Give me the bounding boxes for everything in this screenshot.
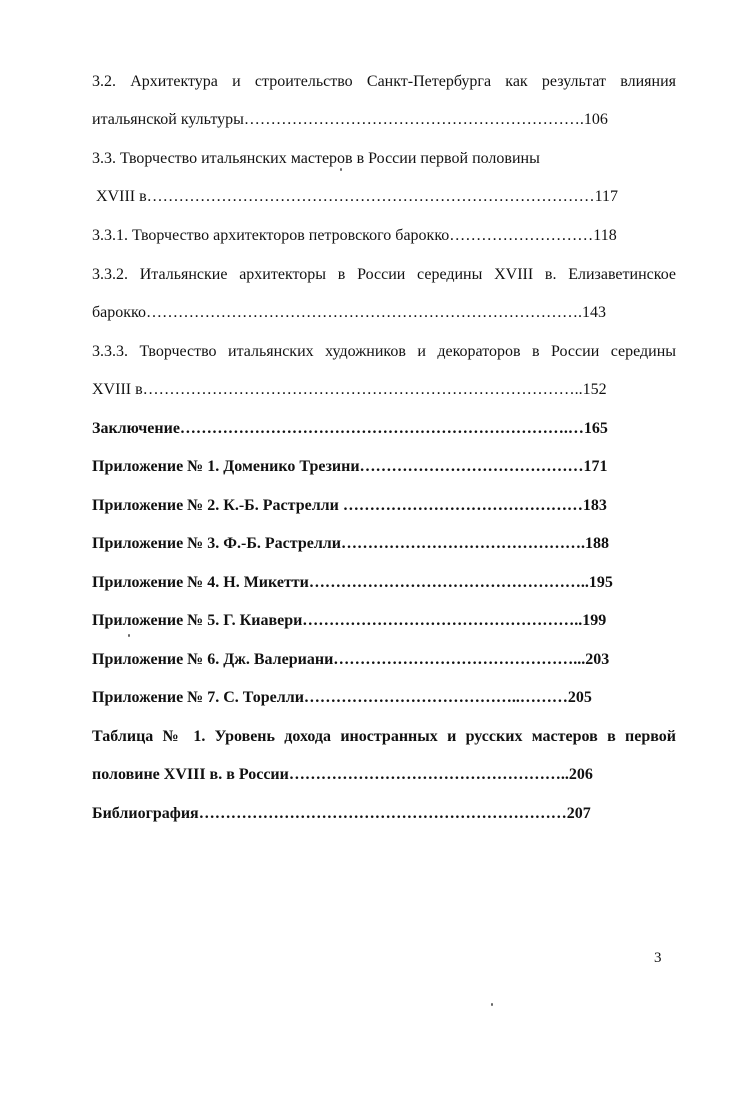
toc-line-table-1: Таблица № 1. Уровень дохода иностранных и русских мастеров в первой [92,728,676,745]
toc-line-section-3-2-cont: итальянской культуры……………………………………………………….106 [92,111,608,128]
toc-line-section-3-3-2: 3.3.2. Итальянские архитекторы в России середины XVIII в. Елизаветинское [92,266,676,283]
toc-line-appendix-3: Приложение № 3. Ф.-Б. Растрелли……………………………………….188 [92,535,609,552]
toc-line-appendix-6: Приложение № 6. Дж. Валериани………………………………………...203 [92,651,610,668]
toc-line-appendix-5: Приложение № 5. Г. Киавери……………………………………………..199 [92,612,607,629]
scan-speck [491,1003,493,1006]
toc-line-appendix-7: Приложение № 7. С. Торелли…………………………………..………205 [92,689,592,706]
toc-line-section-3-2: 3.2. Архитектура и строительство Санкт-Петербурга как результат влияния [92,73,676,90]
scan-speck [128,634,130,637]
page-number: 3 [654,950,662,966]
toc-line-section-3-3-cont: XVIII в…………………………………………………………………………117 [92,188,619,205]
toc-line-section-3-3-3-cont: XVIII в………………………………………………………………………..152 [92,381,607,398]
scan-speck [340,168,342,171]
toc-line-table-1-cont: половине XVIII в. в России……………………………………………..206 [92,766,593,783]
toc-line-section-3-3-2-cont: барокко……………………………………………………………………….143 [92,304,606,321]
toc-line-section-3-3-1: 3.3.1. Творчество архитекторов петровского барокко………………………118 [92,227,617,244]
toc-line-appendix-4: Приложение № 4. Н. Микетти……………………………………………..195 [92,574,613,591]
toc-line-conclusion: Заключение……………………………………………………………….…165 [92,420,608,437]
toc-line-section-3-3-3: 3.3.3. Творчество итальянских художников и декораторов в России середины [92,343,676,360]
toc-line-bibliography: Библиография……………………………………………………………207 [92,805,591,822]
toc-line-section-3-3: 3.3. Творчество итальянских мастеров в России первой половины [92,150,540,167]
toc-line-appendix-1: Приложение № 1. Доменико Трезини……………………………………171 [92,458,608,475]
toc-line-appendix-2: Приложение № 2. К.-Б. Растрелли ………………………………………183 [92,497,607,514]
